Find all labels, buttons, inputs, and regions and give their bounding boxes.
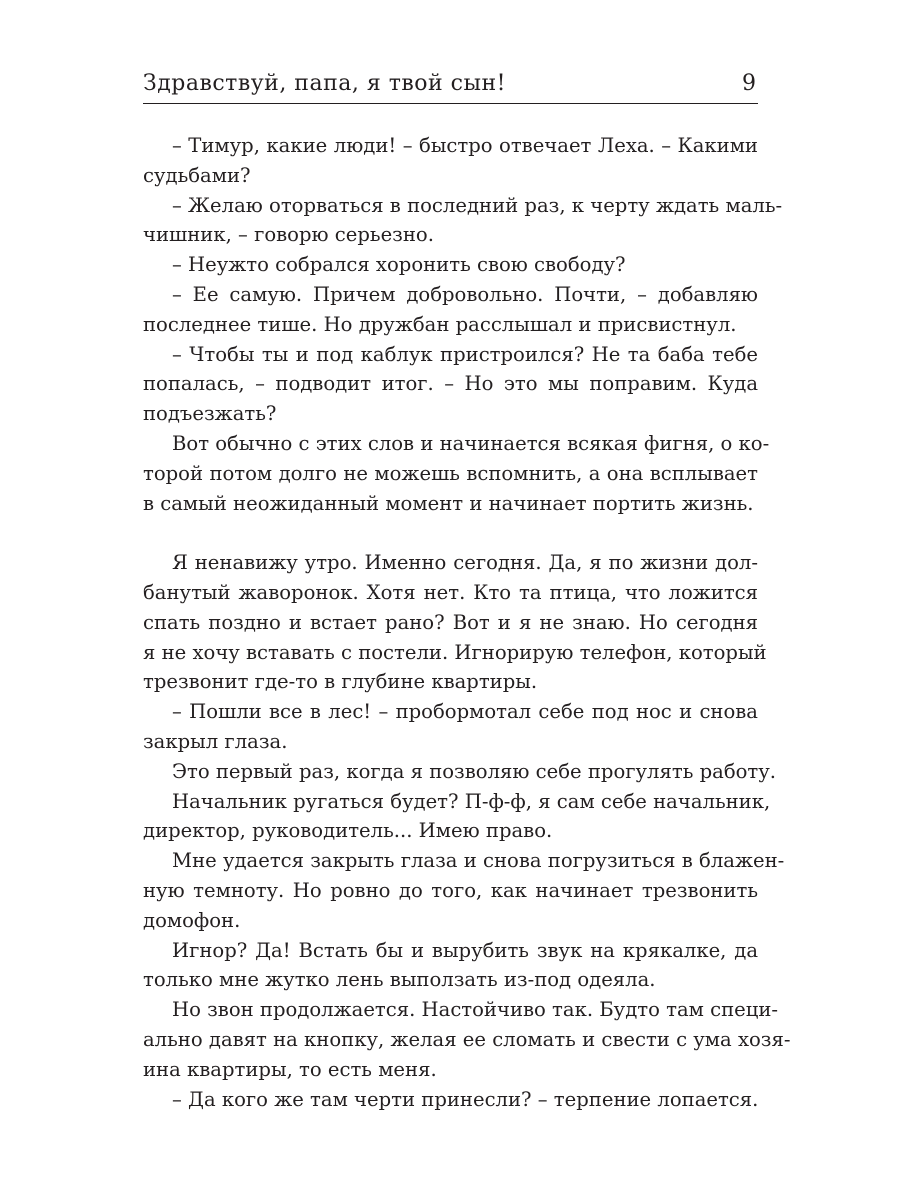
text-line: чишник, – говорю серьезно. bbox=[143, 223, 434, 247]
text-line: торой потом долго не можешь вспомнить, а она всплывает bbox=[143, 461, 758, 485]
text-line: Начальник ругаться будет? П-ф-ф, я сам себе начальник, bbox=[172, 789, 771, 813]
text-line: домофон. bbox=[143, 908, 241, 932]
text-line: – Пошли все в лес! – пробормотал себе под нос и снова bbox=[172, 700, 758, 724]
section-break bbox=[143, 518, 758, 548]
text-line: Я ненавижу утро. Именно сегодня. Да, я по жизни дол- bbox=[172, 551, 758, 575]
text-line: судьбами? bbox=[143, 163, 251, 187]
text-line: директор, руководитель... Имею право. bbox=[143, 819, 553, 843]
text-line: трезвонит где-то в глубине квартиры. bbox=[143, 670, 538, 694]
text-line: Мне удается закрыть глаза и снова погрузиться в блажен- bbox=[172, 849, 785, 873]
text-line: подъезжать? bbox=[143, 402, 277, 426]
text-line: в самый неожиданный момент и начинает портить жизнь. bbox=[143, 491, 754, 515]
page-number: 9 bbox=[742, 71, 756, 96]
text-line: – Чтобы ты и под каблук пристроился? Не та баба тебе bbox=[172, 342, 758, 366]
text-line: закрыл глаза. bbox=[143, 729, 288, 753]
text-section-2 bbox=[143, 548, 791, 1114]
text-line: только мне жутко лень выползать из-под одеяла. bbox=[143, 968, 656, 992]
text-line: Это первый раз, когда я позволяю себе прогулять работу. bbox=[172, 759, 777, 783]
text-line: – Неужто собрался хоронить свою свободу? bbox=[172, 253, 626, 277]
body-text bbox=[143, 131, 791, 1114]
text-line: – Ее самую. Причем добровольно. Почти, – добавляю bbox=[172, 282, 758, 306]
text-section-1 bbox=[143, 131, 783, 518]
text-line: – Да кого же там черти принесли? – терпение лопается. bbox=[172, 1087, 759, 1111]
running-header bbox=[143, 72, 758, 104]
text-line: спать поздно и встает рано? Вот и я не знаю. Но сегодня bbox=[143, 610, 758, 634]
text-line: Вот обычно с этих слов и начинается всякая фигня, о ко- bbox=[172, 431, 770, 455]
text-line: банутый жаворонок. Хотя нет. Кто та птица, что ложится bbox=[143, 580, 758, 604]
text-line: Игнор? Да! Встать бы и вырубить звук на крякалке, да bbox=[172, 938, 758, 962]
running-title: Здравствуй, папа, я твой сын! bbox=[143, 71, 507, 96]
text-line: я не хочу вставать с постели. Игнорирую телефон, который bbox=[143, 640, 767, 664]
text-line: – Тимур, какие люди! – быстро отвечает Леха. – Какими bbox=[172, 134, 758, 157]
text-line: последнее тише. Но дружбан расслышал и присвистнул. bbox=[143, 312, 737, 336]
text-line: ную темноту. Но ровно до того, как начинает трезвонить bbox=[143, 878, 758, 902]
text-line: ина квартиры, то есть меня. bbox=[143, 1057, 437, 1081]
text-line: ально давят на кнопку, желая ее сломать и свести с ума хозя- bbox=[143, 1027, 791, 1051]
text-line: попалась, – подводит итог. – Но это мы поправим. Куда bbox=[143, 372, 758, 396]
text-line: – Желаю оторваться в последний раз, к черту ждать маль- bbox=[172, 193, 783, 217]
text-line: Но звон продолжается. Настойчиво так. Будто там специ- bbox=[172, 998, 779, 1022]
